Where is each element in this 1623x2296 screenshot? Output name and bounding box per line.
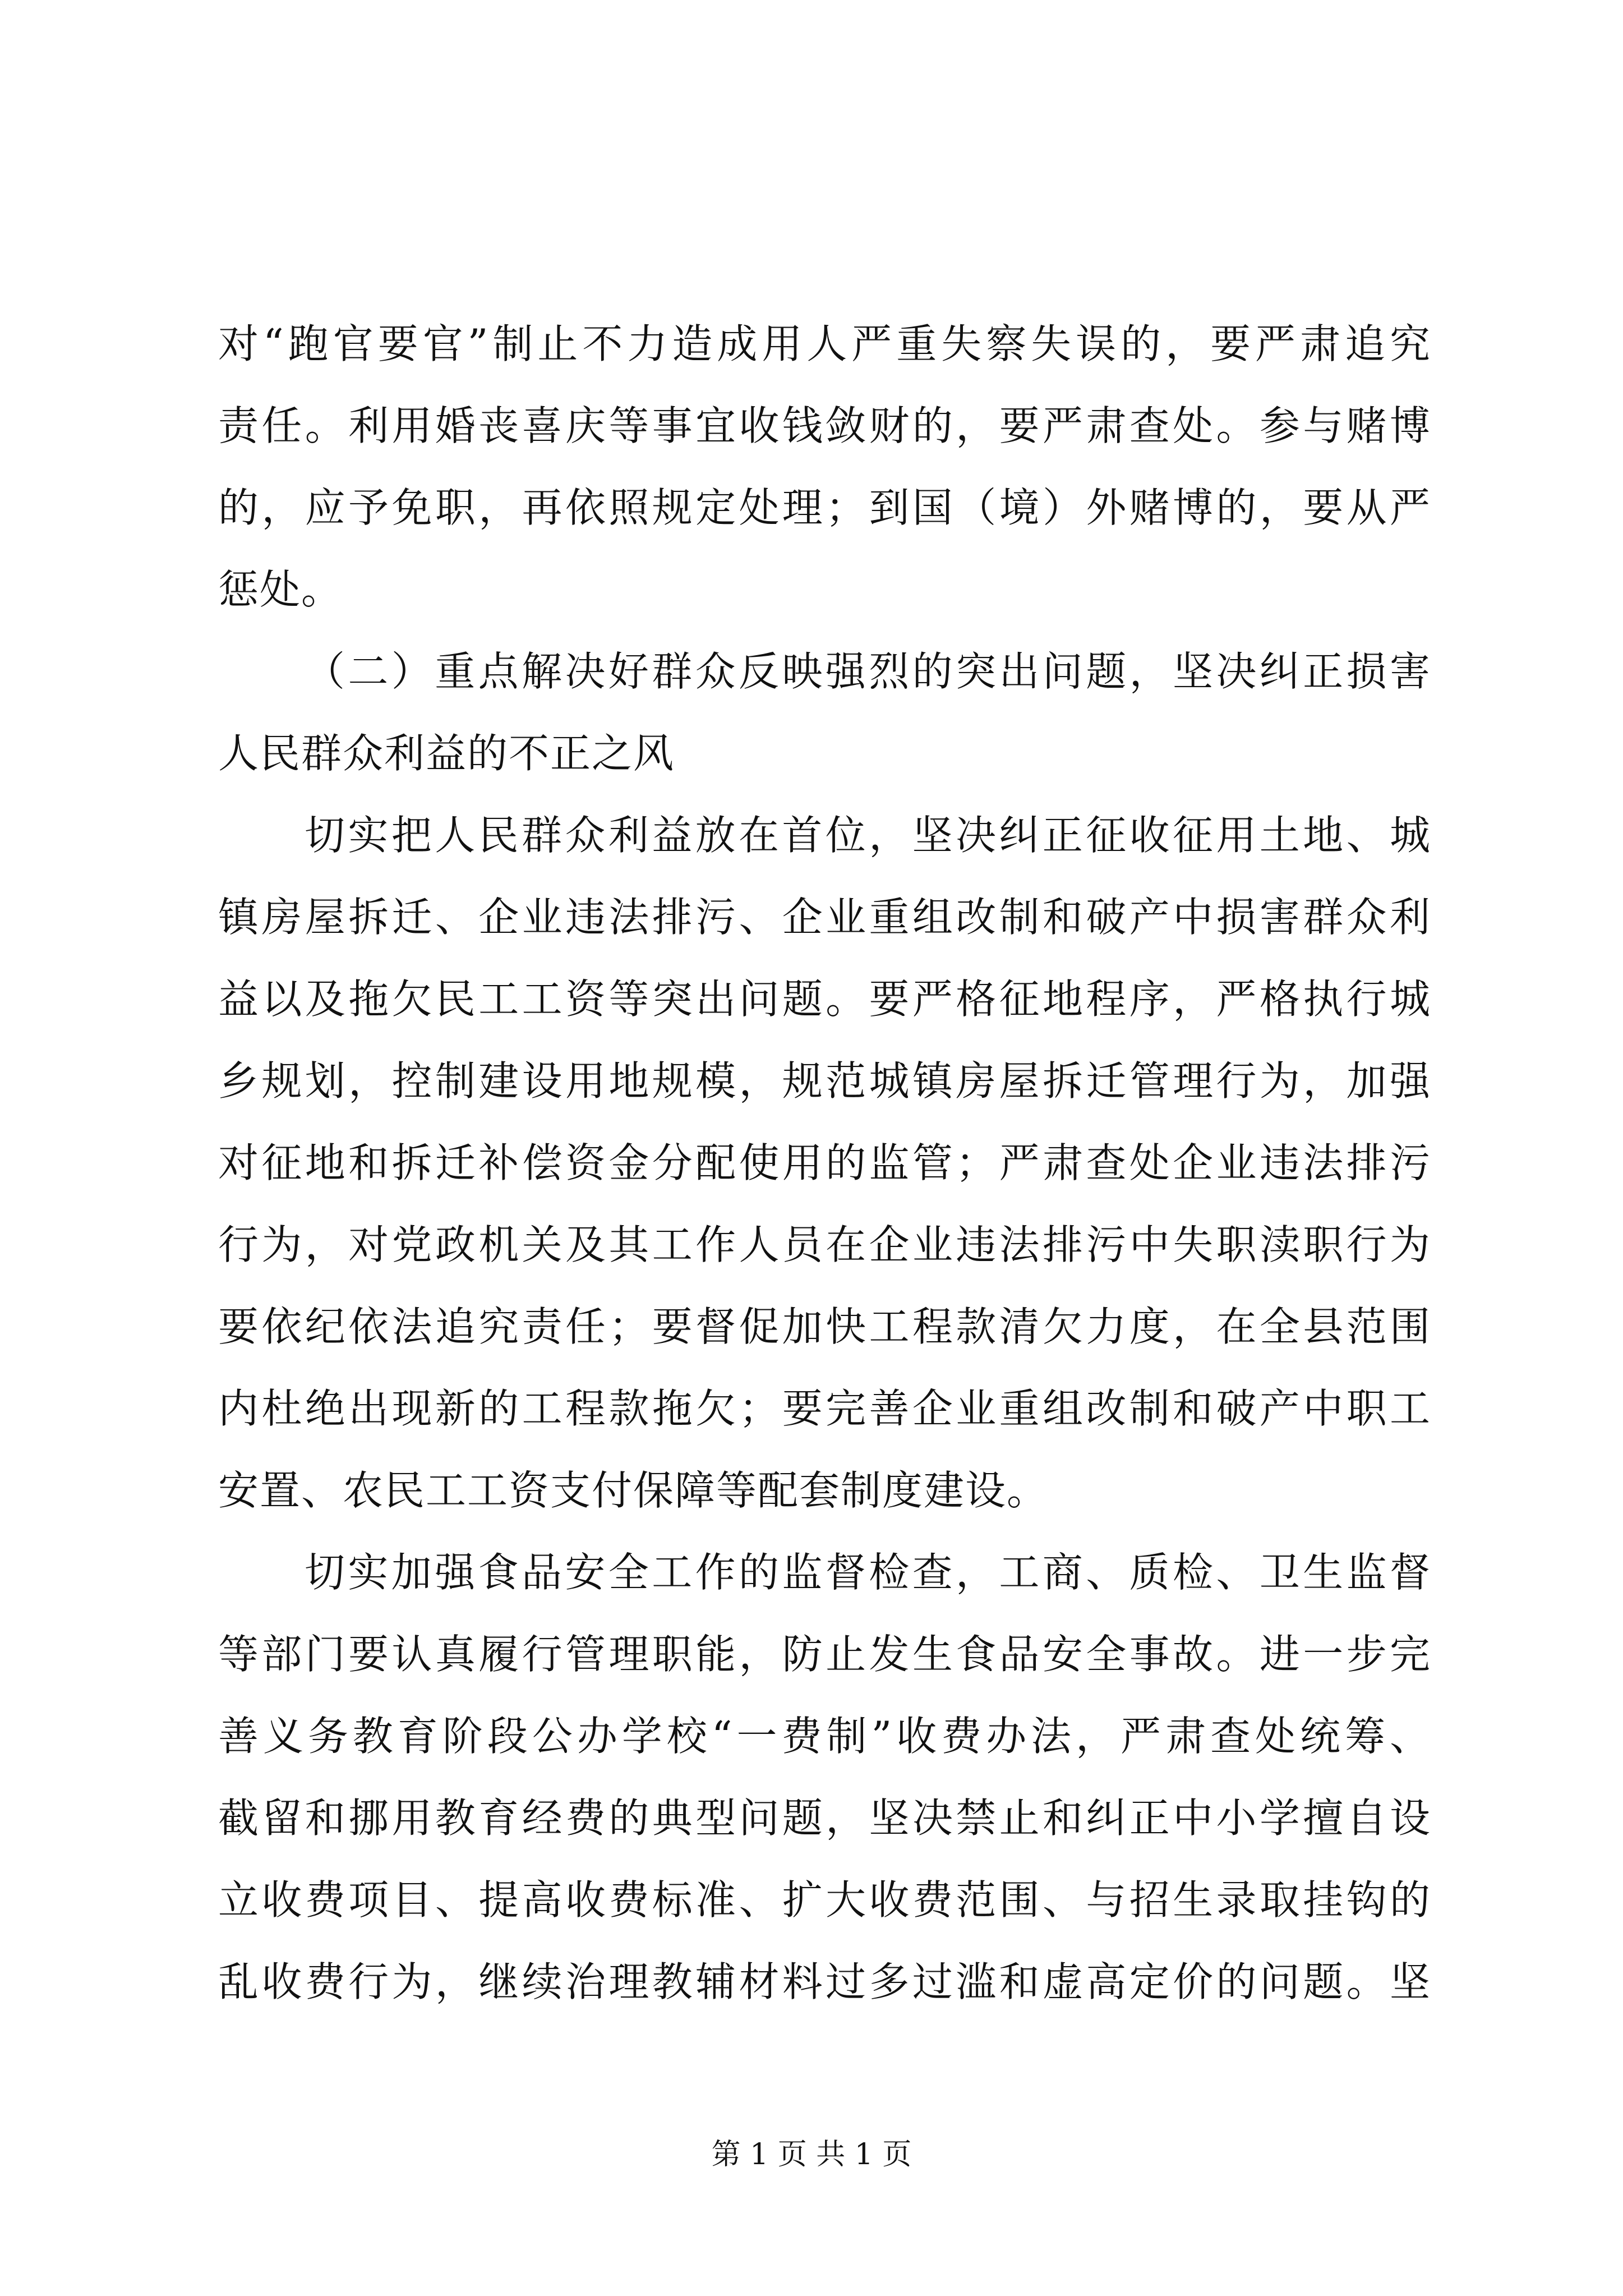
text-line: 责任。利用婚丧喜庆等事宜收钱敛财的，要严肃查处。参与赌博 (218, 402, 1431, 449)
text-line: 安置、农民工工资支付保障等配套制度建设。 (218, 1467, 1049, 1514)
paragraph (218, 1531, 1431, 2023)
text-line: 切实加强食品安全工作的监督检查，工商、质检、卫生监督 (305, 1549, 1431, 1596)
text-line: 等部门要认真履行管理职能，防止发生食品安全事故。进一步完 (218, 1631, 1431, 1678)
text-line: 行为，对党政机关及其工作人员在企业违法排污中失职渎职行为 (218, 1221, 1431, 1268)
text-line: 益以及拖欠民工工资等突出问题。要严格征地程序，严格执行城 (218, 976, 1431, 1023)
heading-line: 人民群众利益的不正之风 (218, 730, 675, 777)
text-line: 对征地和拆迁补偿资金分配使用的监管；严肃查处企业违法排污 (218, 1139, 1431, 1186)
text-line: 要依纪依法追究责任；要督促加快工程款清欠力度，在全县范围 (218, 1303, 1431, 1350)
page-number-footer: 第 1 页 共 1 页 (711, 2138, 912, 2171)
text-line: 乡规划，控制建设用地规模，规范城镇房屋拆迁管理行为，加强 (218, 1057, 1431, 1105)
paragraph (218, 794, 1431, 1531)
text-line: 乱收费行为，继续治理教辅材料过多过滥和虚高定价的问题。坚 (218, 1958, 1431, 2005)
text-line: 的，应予免职，再依照规定处理；到国（境）外赌博的，要从严 (218, 484, 1431, 531)
text-line: 对“跑官要官”制止不力造成用人严重失察失误的，要严肃追究 (218, 320, 1431, 367)
text-line: 惩处。 (218, 566, 343, 613)
text-line: 立收费项目、提高收费标准、扩大收费范围、与招生录取挂钩的 (218, 1876, 1431, 1924)
text-line: 镇房屋拆迁、企业违法排污、企业重组改制和破产中损害群众利 (218, 894, 1431, 941)
section-heading (218, 631, 1431, 794)
text-line: 切实把人民群众利益放在首位，坚决纠正征收征用土地、城 (305, 812, 1431, 859)
text-line: 善义务教育阶段公办学校“一费制”收费办法，严肃查处统筹、 (218, 1713, 1431, 1760)
text-line: 内杜绝出现新的工程款拖欠；要完善企业重组改制和破产中职工 (218, 1385, 1431, 1432)
text-line: 截留和挪用教育经费的典型问题，坚决禁止和纠正中小学擅自设 (218, 1795, 1431, 1842)
body-text (218, 303, 1431, 2023)
paragraph (218, 303, 1431, 631)
heading-line: （二）重点解决好群众反映强烈的突出问题，坚决纠正损害 (305, 648, 1431, 695)
